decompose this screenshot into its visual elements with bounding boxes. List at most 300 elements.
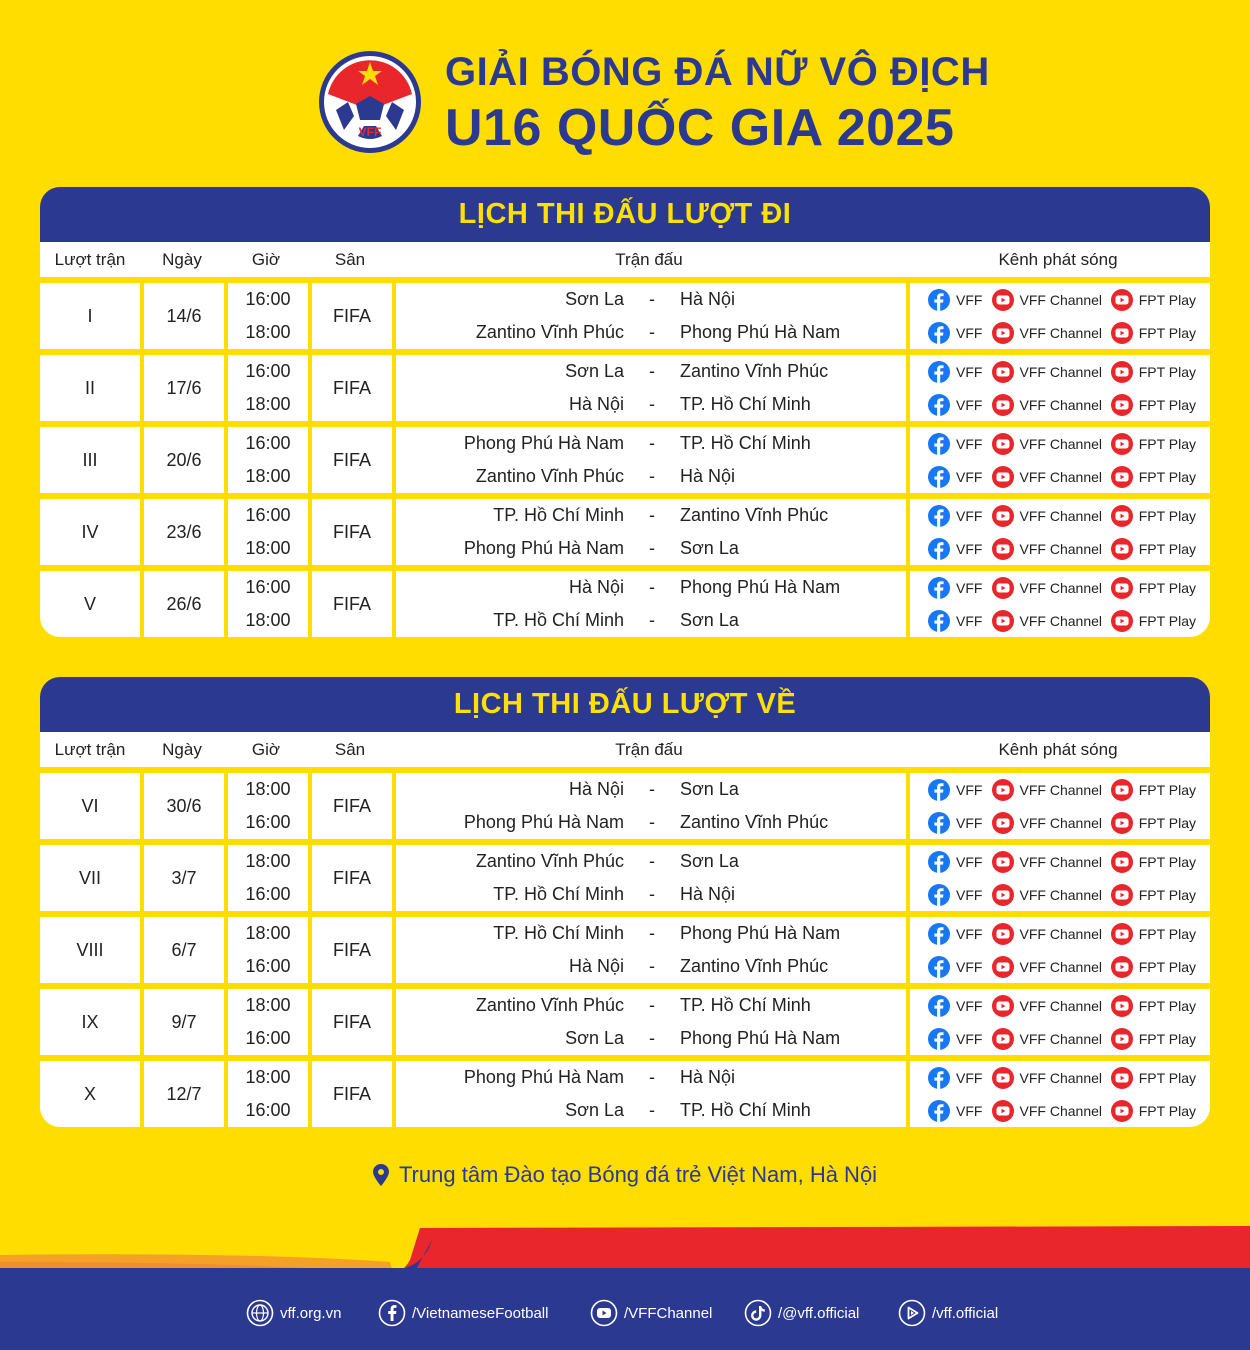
facebook-channel[interactable]	[928, 923, 992, 945]
fixture	[396, 499, 906, 532]
youtube-channel[interactable]	[992, 322, 1111, 344]
venue: FIFA	[332, 1083, 371, 1104]
facebook-icon	[928, 779, 950, 801]
versus-separator: -	[649, 289, 655, 309]
fpt-play-channel[interactable]	[1111, 394, 1210, 416]
kickoff-time: 18:00	[245, 394, 291, 414]
versus-separator: -	[649, 851, 655, 871]
broadcast-channels	[910, 845, 1210, 878]
date-cell	[144, 283, 224, 349]
fpt-play-icon	[1111, 361, 1133, 383]
facebook-channel[interactable]	[928, 361, 992, 383]
time-cell	[228, 355, 308, 421]
fixture	[396, 806, 906, 839]
globe-icon	[246, 1299, 274, 1327]
venue: FIFA	[332, 939, 371, 960]
fpt-play-channel[interactable]	[1111, 779, 1210, 801]
fpt-play-channel-label: FPT Play	[1138, 1102, 1197, 1119]
facebook-icon	[928, 812, 950, 834]
youtube-channel[interactable]	[992, 466, 1111, 488]
channels-cell	[910, 845, 1210, 911]
venue-cell	[312, 283, 392, 349]
fpt-play-channel[interactable]	[1111, 1067, 1210, 1089]
fixture	[396, 1061, 906, 1094]
kickoff-time: 18:00	[245, 923, 291, 943]
youtube-icon	[992, 577, 1014, 599]
channels-cell	[910, 989, 1210, 1055]
broadcast-channels	[910, 499, 1210, 532]
kickoff-time: 16:00	[245, 1100, 291, 1120]
youtube-channel-label: VFF Channel	[1019, 1030, 1103, 1047]
versus-separator: -	[649, 995, 655, 1015]
col-venue: Sân	[334, 739, 366, 759]
youtube-icon	[992, 1067, 1014, 1089]
facebook-icon	[928, 466, 950, 488]
first-leg-schedule	[40, 187, 1210, 637]
round-row	[40, 283, 1210, 349]
youtube-channel[interactable]	[992, 1067, 1111, 1089]
youtube-channel-label: VFF Channel	[1019, 1102, 1103, 1119]
fpt-play-icon	[1111, 433, 1133, 455]
fpt-play-icon	[1111, 923, 1133, 945]
match-date: 23/6	[166, 521, 202, 542]
youtube-channel[interactable]	[992, 851, 1111, 873]
col-time: Giờ	[251, 249, 281, 269]
facebook-channel-label: VFF	[956, 435, 983, 452]
youtube-icon	[992, 956, 1014, 978]
facebook-channel[interactable]	[928, 1100, 992, 1122]
home-team: Hà Nội	[568, 394, 624, 414]
kickoff-time: 18:00	[245, 851, 291, 871]
facebook-channel-label: VFF	[956, 579, 983, 596]
fpt-play-channel[interactable]	[1111, 361, 1210, 383]
facebook-channel[interactable]	[928, 505, 992, 527]
home-team: Hà Nội	[568, 577, 624, 597]
facebook-icon	[928, 1100, 950, 1122]
fpt-play-channel[interactable]	[1111, 923, 1210, 945]
time-cell	[228, 917, 308, 983]
facebook-icon	[928, 956, 950, 978]
kickoff-time: 18:00	[245, 995, 291, 1015]
fixture	[396, 388, 906, 421]
match-cell	[396, 571, 906, 637]
fpt-play-channel[interactable]	[1111, 1100, 1210, 1122]
fpt-play-channel[interactable]	[1111, 610, 1210, 632]
website-text: vff.org.vn	[280, 1304, 342, 1322]
fpt-play-channel[interactable]	[1111, 995, 1210, 1017]
broadcast-channels	[910, 460, 1210, 493]
broadcast-channels	[910, 1094, 1210, 1127]
versus-separator: -	[649, 779, 655, 799]
youtube-channel[interactable]	[992, 1100, 1111, 1122]
time-cell	[228, 845, 308, 911]
round-number: III	[82, 449, 98, 470]
fpt-play-channel[interactable]	[1111, 433, 1210, 455]
round-row	[40, 355, 1210, 421]
fpt-play-channel-label: FPT Play	[1138, 396, 1197, 413]
round-number: IX	[81, 1011, 99, 1032]
venue-cell	[312, 773, 392, 839]
fixture	[396, 1094, 906, 1127]
home-team: Phong Phú Hà Nam	[463, 812, 624, 832]
fpt-play-channel[interactable]	[1111, 322, 1210, 344]
youtube-channel[interactable]	[992, 1028, 1111, 1050]
fpt-play-channel-label: FPT Play	[1138, 435, 1197, 452]
youtube-channel[interactable]	[992, 779, 1111, 801]
time-cell	[228, 427, 308, 493]
match-date: 14/6	[166, 305, 202, 326]
youtube-channel-label: VFF Channel	[1019, 1069, 1103, 1086]
col-match: Trận đấu	[615, 739, 683, 759]
fpt-play-icon	[1111, 538, 1133, 560]
youtube-channel-label: VFF Channel	[1019, 540, 1103, 557]
fpt-play-channel[interactable]	[1111, 884, 1210, 906]
venue: FIFA	[332, 1011, 371, 1032]
versus-separator: -	[649, 577, 655, 597]
facebook-channel-label: VFF	[956, 814, 983, 831]
match-date: 26/6	[166, 593, 202, 614]
youtube-channel-label: VFF Channel	[1019, 507, 1103, 524]
fpt-play-icon	[1111, 466, 1133, 488]
youtube-channel-label: VFF Channel	[1019, 853, 1103, 870]
facebook-channel-label: VFF	[956, 886, 983, 903]
fpt-play-icon	[1111, 394, 1133, 416]
youtube-channel[interactable]	[992, 923, 1111, 945]
facebook-link[interactable]	[378, 1296, 548, 1330]
youtube-channel[interactable]	[992, 995, 1111, 1017]
facebook-channel-label: VFF	[956, 363, 983, 380]
versus-separator: -	[649, 812, 655, 832]
fpt-play-channel-label: FPT Play	[1138, 579, 1197, 596]
youtube-channel-label: VFF Channel	[1019, 612, 1103, 629]
youtube-channel-label: VFF Channel	[1019, 468, 1103, 485]
youtube-text: /VFFChannel	[624, 1304, 713, 1322]
youtube-channel[interactable]	[992, 884, 1111, 906]
time-cell	[228, 1061, 308, 1127]
home-team: TP. Hồ Chí Minh	[493, 884, 624, 904]
fixture	[396, 950, 906, 983]
fixture	[396, 571, 906, 604]
fpt-play-channel[interactable]	[1111, 505, 1210, 527]
tiktok-link[interactable]	[744, 1296, 859, 1330]
round-row	[40, 917, 1210, 983]
youtube-channel-label: VFF Channel	[1019, 925, 1103, 942]
date-cell	[144, 773, 224, 839]
youtube-channel[interactable]	[992, 610, 1111, 632]
facebook-channel-label: VFF	[956, 997, 983, 1014]
fpt-play-icon	[898, 1299, 926, 1327]
venue-cell	[312, 571, 392, 637]
home-team: Sơn La	[565, 289, 624, 309]
facebook-channel[interactable]	[928, 466, 992, 488]
youtube-channel[interactable]	[992, 433, 1111, 455]
fpt-play-icon	[1111, 322, 1133, 344]
home-team: Sơn La	[565, 1100, 624, 1120]
home-team: Hà Nội	[568, 956, 624, 976]
date-cell	[144, 989, 224, 1055]
away-team: Hà Nội	[680, 884, 736, 904]
facebook-channel[interactable]	[928, 577, 992, 599]
fpt-play-channel[interactable]	[1111, 851, 1210, 873]
fpt-play-icon	[1111, 812, 1133, 834]
venue-cell	[312, 427, 392, 493]
date-cell	[144, 355, 224, 421]
facebook-channel-label: VFF	[956, 781, 983, 798]
fpt-play-channel-label: FPT Play	[1138, 363, 1197, 380]
facebook-channel[interactable]	[928, 433, 992, 455]
fixture	[396, 878, 906, 911]
channels-cell	[910, 917, 1210, 983]
round-row	[40, 989, 1210, 1055]
website-link[interactable]	[246, 1296, 341, 1330]
second-leg-column-header	[40, 732, 1210, 767]
match-date: 12/7	[166, 1083, 202, 1104]
match-cell	[396, 499, 906, 565]
match-cell	[396, 283, 906, 349]
youtube-icon	[992, 505, 1014, 527]
facebook-icon	[928, 289, 950, 311]
broadcast-channels	[910, 532, 1210, 565]
youtube-icon	[992, 361, 1014, 383]
channels-cell	[910, 499, 1210, 565]
facebook-icon	[928, 505, 950, 527]
youtube-icon	[992, 851, 1014, 873]
col-match: Trận đấu	[615, 249, 683, 269]
broadcast-channels	[910, 773, 1210, 806]
youtube-channel[interactable]	[992, 361, 1111, 383]
broadcast-channels	[910, 283, 1210, 316]
channels-cell	[910, 283, 1210, 349]
round-number: VIII	[76, 939, 104, 960]
fpt-play-link[interactable]	[898, 1296, 998, 1330]
fixture	[396, 773, 906, 806]
facebook-channel[interactable]	[928, 1067, 992, 1089]
second-leg-title: LỊCH THI ĐẤU LƯỢT VỀ	[40, 677, 1210, 732]
facebook-channel-label: VFF	[956, 612, 983, 629]
youtube-channel[interactable]	[992, 505, 1111, 527]
away-team: TP. Hồ Chí Minh	[680, 433, 811, 453]
fpt-play-icon	[1111, 289, 1133, 311]
versus-separator: -	[649, 466, 655, 486]
facebook-channel[interactable]	[928, 812, 992, 834]
facebook-icon	[928, 1067, 950, 1089]
facebook-channel[interactable]	[928, 884, 992, 906]
fpt-play-channel-label: FPT Play	[1138, 814, 1197, 831]
facebook-icon	[928, 361, 950, 383]
fpt-play-icon	[1111, 1028, 1133, 1050]
away-team: Zantino Vĩnh Phúc	[680, 505, 829, 525]
venue-cell	[312, 355, 392, 421]
facebook-channel[interactable]	[928, 1028, 992, 1050]
fixture	[396, 917, 906, 950]
fpt-play-channel[interactable]	[1111, 577, 1210, 599]
away-team: Zantino Vĩnh Phúc	[680, 361, 829, 381]
fpt-play-icon	[1111, 610, 1133, 632]
away-team: Phong Phú Hà Nam	[680, 577, 841, 597]
home-team: Phong Phú Hà Nam	[463, 538, 624, 558]
fpt-play-channel-label: FPT Play	[1138, 540, 1197, 557]
broadcast-channels	[910, 878, 1210, 911]
facebook-channel-label: VFF	[956, 853, 983, 870]
broadcast-channels	[910, 427, 1210, 460]
versus-separator: -	[649, 1028, 655, 1048]
kickoff-time: 16:00	[245, 812, 291, 832]
away-team: Hà Nội	[680, 466, 736, 486]
fixture	[396, 283, 906, 316]
location-text: Trung tâm Đào tạo Bóng đá trẻ Việt Nam, Hà Nội	[398, 1162, 878, 1187]
fpt-play-channel-label: FPT Play	[1138, 507, 1197, 524]
home-team: Zantino Vĩnh Phúc	[475, 466, 624, 486]
fpt-play-icon	[1111, 1100, 1133, 1122]
fixture	[396, 604, 906, 637]
facebook-icon	[928, 538, 950, 560]
round-cell	[40, 427, 140, 493]
home-team: Hà Nội	[568, 779, 624, 799]
time-cell	[228, 773, 308, 839]
col-time: Giờ	[251, 739, 281, 759]
youtube-channel-label: VFF Channel	[1019, 363, 1103, 380]
youtube-channel[interactable]	[992, 956, 1111, 978]
away-team: Hà Nội	[680, 1067, 736, 1087]
facebook-channel[interactable]	[928, 851, 992, 873]
facebook-channel[interactable]	[928, 538, 992, 560]
broadcast-channels	[910, 917, 1210, 950]
vff-logo	[318, 50, 422, 154]
youtube-icon	[992, 779, 1014, 801]
venue-cell	[312, 989, 392, 1055]
versus-separator: -	[649, 538, 655, 558]
round-cell	[40, 989, 140, 1055]
fpt-play-channel[interactable]	[1111, 538, 1210, 560]
youtube-channel[interactable]	[992, 812, 1111, 834]
broadcast-channels	[910, 604, 1210, 637]
facebook-channel[interactable]	[928, 610, 992, 632]
round-number: IV	[81, 521, 99, 542]
home-team: TP. Hồ Chí Minh	[493, 923, 624, 943]
youtube-channel-label: VFF Channel	[1019, 997, 1103, 1014]
round-cell	[40, 845, 140, 911]
home-team: TP. Hồ Chí Minh	[493, 505, 624, 525]
away-team: Sơn La	[680, 779, 739, 799]
kickoff-time: 16:00	[245, 884, 291, 904]
match-cell	[396, 773, 906, 839]
date-cell	[144, 499, 224, 565]
kickoff-time: 18:00	[245, 466, 291, 486]
youtube-icon	[590, 1299, 618, 1327]
fpt-play-channel[interactable]	[1111, 956, 1210, 978]
away-team: TP. Hồ Chí Minh	[680, 995, 811, 1015]
facebook-channel[interactable]	[928, 322, 992, 344]
round-row	[40, 499, 1210, 565]
broadcast-channels	[910, 571, 1210, 604]
youtube-channel[interactable]	[992, 538, 1111, 560]
home-team: Phong Phú Hà Nam	[463, 433, 624, 453]
versus-separator: -	[649, 394, 655, 414]
kickoff-time: 16:00	[245, 505, 291, 525]
round-cell	[40, 1061, 140, 1127]
fixture	[396, 1022, 906, 1055]
fpt-play-channel-label: FPT Play	[1138, 997, 1197, 1014]
round-number: VI	[81, 795, 99, 816]
round-number: VII	[78, 867, 101, 888]
venue-cell	[312, 845, 392, 911]
match-cell	[396, 917, 906, 983]
versus-separator: -	[649, 610, 655, 630]
fpt-play-channel[interactable]	[1111, 289, 1210, 311]
facebook-icon	[928, 1028, 950, 1050]
kickoff-time: 18:00	[245, 1067, 291, 1087]
facebook-channel[interactable]	[928, 394, 992, 416]
round-cell	[40, 355, 140, 421]
first-leg-title: LỊCH THI ĐẤU LƯỢT ĐI	[40, 187, 1210, 242]
facebook-channel-label: VFF	[956, 324, 983, 341]
away-team: Sơn La	[680, 538, 739, 558]
home-team: Zantino Vĩnh Phúc	[475, 322, 624, 342]
date-cell	[144, 427, 224, 493]
broadcast-channels	[910, 355, 1210, 388]
fpt-play-icon	[1111, 851, 1133, 873]
channels-cell	[910, 355, 1210, 421]
facebook-channel[interactable]	[928, 956, 992, 978]
date-cell	[144, 917, 224, 983]
youtube-channel-label: VFF Channel	[1019, 291, 1103, 308]
youtube-channel-label: VFF Channel	[1019, 814, 1103, 831]
header	[0, 0, 1250, 170]
facebook-channel[interactable]	[928, 995, 992, 1017]
fixture	[396, 532, 906, 565]
match-cell	[396, 1061, 906, 1127]
youtube-link[interactable]	[590, 1296, 712, 1330]
fpt-play-channel[interactable]	[1111, 812, 1210, 834]
round-number: II	[84, 377, 95, 398]
fpt-play-channel-label: FPT Play	[1138, 958, 1197, 975]
fpt-play-icon	[1111, 995, 1133, 1017]
youtube-icon	[992, 433, 1014, 455]
venue: FIFA	[332, 449, 371, 470]
match-cell	[396, 845, 906, 911]
youtube-channel-label: VFF Channel	[1019, 958, 1103, 975]
page-title-line1: GIẢI BÓNG ĐÁ NỮ VÔ ĐỊCH	[445, 50, 990, 94]
facebook-icon	[928, 610, 950, 632]
fpt-play-channel[interactable]	[1111, 1028, 1210, 1050]
logo-text: VFF	[358, 125, 382, 139]
fpt-play-channel[interactable]	[1111, 466, 1210, 488]
page-title-line2: U16 QUỐC GIA 2025	[445, 99, 955, 157]
fixture	[396, 427, 906, 460]
home-team: Phong Phú Hà Nam	[463, 1067, 624, 1087]
venue-cell	[312, 1061, 392, 1127]
youtube-icon	[992, 538, 1014, 560]
broadcast-channels	[910, 1061, 1210, 1094]
kickoff-time: 16:00	[245, 361, 291, 381]
kickoff-time: 16:00	[245, 433, 291, 453]
youtube-channel[interactable]	[992, 577, 1111, 599]
round-row	[40, 1061, 1210, 1127]
youtube-channel[interactable]	[992, 289, 1111, 311]
youtube-channel[interactable]	[992, 394, 1111, 416]
away-team: Phong Phú Hà Nam	[680, 322, 841, 342]
venue: FIFA	[332, 377, 371, 398]
fpt-play-icon	[1111, 884, 1133, 906]
facebook-channel[interactable]	[928, 289, 992, 311]
youtube-channel-label: VFF Channel	[1019, 435, 1103, 452]
facebook-channel[interactable]	[928, 779, 992, 801]
round-number: I	[87, 305, 93, 326]
facebook-channel-label: VFF	[956, 1030, 983, 1047]
channels-cell	[910, 773, 1210, 839]
round-row	[40, 571, 1210, 637]
youtube-channel-label: VFF Channel	[1019, 781, 1103, 798]
